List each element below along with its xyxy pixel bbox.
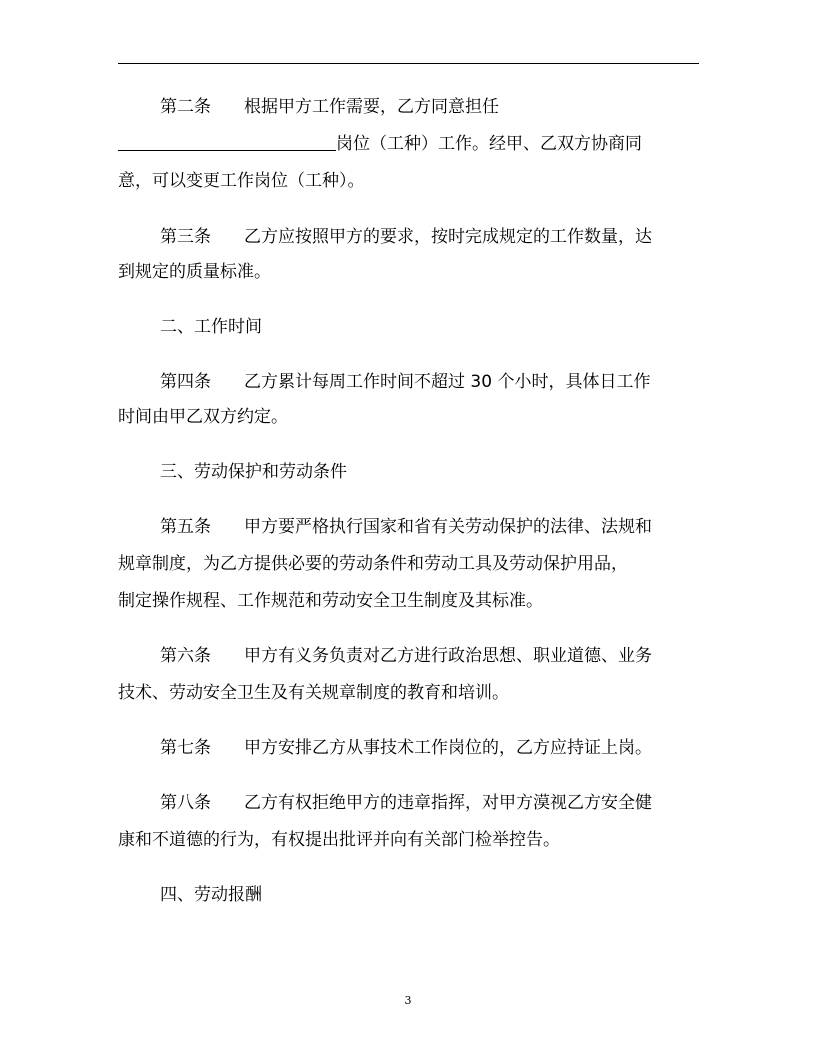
article-4-number: 第四条 bbox=[160, 372, 211, 392]
article-2-text-2: 岗位（工种）工作。经甲、乙双方协商同 bbox=[336, 134, 642, 154]
article-2-line-3 bbox=[118, 164, 700, 199]
article-8-text-1: 乙方有权拒绝甲方的违章指挥，对甲方漠视乙方安全健 bbox=[244, 793, 652, 813]
article-4-text-1: 乙方累计每周工作时间不超过 30 个小时，具体日工作 bbox=[244, 372, 651, 392]
article-5-number: 第五条 bbox=[160, 517, 211, 537]
article-2-line-1 bbox=[118, 90, 742, 125]
article-3-text-1: 乙方应按照甲方的要求，按时完成规定的工作数量，达 bbox=[244, 227, 652, 247]
article-7-number: 第七条 bbox=[160, 738, 211, 758]
page-number: 3 bbox=[404, 994, 412, 1007]
article-7-text-1: 甲方安排乙方从事技术工作岗位的，乙方应持证上岗。 bbox=[244, 738, 652, 758]
article-6-line-2 bbox=[118, 676, 700, 711]
article-2-text-1: 根据甲方工作需要，乙方同意担任 bbox=[244, 97, 499, 117]
article-3-line-1 bbox=[118, 220, 742, 255]
section-4-heading-text: 四、劳动报酬 bbox=[160, 885, 262, 905]
article-6-number: 第六条 bbox=[160, 646, 211, 666]
article-3-text-2: 到规定的质量标准。 bbox=[118, 262, 271, 282]
article-5-text-1: 甲方要严格执行国家和省有关劳动保护的法律、法规和 bbox=[244, 517, 652, 537]
article-5-line-1 bbox=[118, 510, 742, 545]
header-rule bbox=[118, 63, 699, 64]
article-2-number: 第二条 bbox=[160, 97, 211, 117]
article-6-text-2: 技术、劳动安全卫生及有关规章制度的教育和培训。 bbox=[118, 683, 509, 703]
article-3-number: 第三条 bbox=[160, 227, 211, 247]
article-8-line-2 bbox=[118, 823, 700, 858]
section-2-heading bbox=[118, 310, 742, 345]
article-5-text-3: 制定操作规程、工作规范和劳动安全卫生制度及其标准。 bbox=[118, 591, 543, 611]
article-6-text-1: 甲方有义务负责对乙方进行政治思想、职业道德、业务 bbox=[244, 646, 652, 666]
position-blank-line bbox=[118, 128, 336, 151]
article-8-number: 第八条 bbox=[160, 793, 211, 813]
article-2-text-3: 意，可以变更工作岗位（工种）。 bbox=[118, 171, 365, 191]
article-5-line-3 bbox=[118, 584, 700, 619]
article-5-line-2 bbox=[118, 547, 700, 582]
article-8-line-1 bbox=[118, 786, 742, 821]
article-4-line-1 bbox=[118, 365, 742, 400]
article-2-line-2 bbox=[118, 127, 700, 162]
section-2-heading-text: 二、工作时间 bbox=[160, 317, 262, 337]
article-4-line-2 bbox=[118, 400, 700, 435]
section-3-heading-text: 三、劳动保护和劳动条件 bbox=[160, 462, 347, 482]
article-8-text-2: 康和不道德的行为，有权提出批评并向有关部门检举控告。 bbox=[118, 830, 560, 850]
article-3-line-2 bbox=[118, 255, 700, 290]
section-4-heading bbox=[118, 878, 742, 913]
section-3-heading bbox=[118, 455, 742, 490]
article-6-line-1 bbox=[118, 639, 742, 674]
article-4-text-2: 时间由甲乙双方约定。 bbox=[118, 407, 288, 427]
article-7-line-1 bbox=[118, 731, 742, 766]
article-5-text-2: 规章制度，为乙方提供必要的劳动条件和劳动工具及劳动保护用品， bbox=[118, 554, 628, 574]
